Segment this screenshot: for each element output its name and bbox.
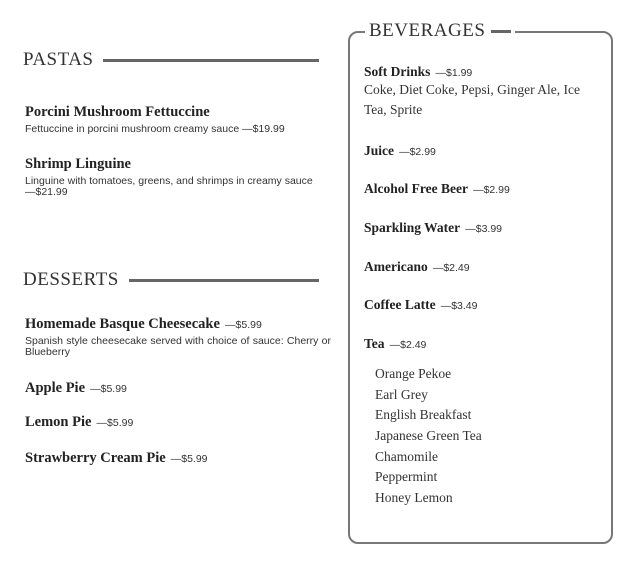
bev-price: —$2.49 <box>389 339 427 351</box>
pastas-title: PASTAS <box>23 49 94 70</box>
item-description: Spanish style cheesecake served with choice of sauce: Cherry or Blueberry <box>25 335 331 358</box>
item-name: Shrimp Linguine <box>25 156 131 172</box>
bev-description: Coke, Diet Coke, Pepsi, Ginger Ale, Ice Tea, Sprite <box>364 82 580 117</box>
beverages-heading <box>365 20 515 42</box>
desserts-rule <box>129 279 319 282</box>
item-description: Linguine with tomatoes, greens, and shrimps in creamy sauce —$21.99 <box>25 175 313 198</box>
item-description: Fettuccine in porcini mushroom creamy sauce —$19.99 <box>25 123 285 135</box>
item-name: Lemon Pie <box>25 414 92 430</box>
bev-name: Sparkling Water <box>364 220 461 235</box>
bev-item-tea <box>364 333 426 352</box>
bev-name: Soft Drinks <box>364 64 431 79</box>
beverages-title: BEVERAGES <box>369 20 486 41</box>
bev-name: Tea <box>364 336 385 351</box>
desserts-title: DESSERTS <box>23 269 119 290</box>
bev-price: —$2.99 <box>473 184 510 196</box>
bev-price: —$2.49 <box>432 262 470 274</box>
bev-item-soft-drinks <box>364 61 604 120</box>
tea-option: Honey Lemon <box>375 490 453 506</box>
bev-item-coffee-latte <box>364 294 477 313</box>
item-name: Apple Pie <box>25 380 86 396</box>
item-price: —$5.99 <box>90 383 127 395</box>
bev-price: —$2.99 <box>399 146 436 158</box>
tea-option: Earl Grey <box>375 386 428 402</box>
bev-item-alcohol-free-beer <box>364 178 510 197</box>
bev-name: Americano <box>364 259 428 274</box>
tea-option: Peppermint <box>375 469 438 485</box>
tea-option: Orange Pekoe <box>375 366 452 381</box>
bev-name: Coffee Latte <box>364 297 436 312</box>
bev-item-sparkling-water <box>364 217 502 236</box>
item-name: Porcini Mushroom Fettuccine <box>25 104 210 120</box>
menu-item-lemon-pie <box>25 411 133 431</box>
item-price: —$5.99 <box>225 319 262 331</box>
item-price: —$5.99 <box>170 453 208 465</box>
tea-options-list <box>375 366 482 511</box>
bev-name: Alcohol Free Beer <box>364 181 468 196</box>
menu-item-basque-cheesecake <box>25 313 331 358</box>
item-name: Homemade Basque Cheesecake <box>25 316 220 332</box>
bev-price: —$3.99 <box>465 223 503 235</box>
menu-item-strawberry-cream-pie <box>25 447 208 467</box>
pastas-heading <box>23 49 319 71</box>
item-price: —$5.99 <box>96 417 134 429</box>
tea-option: Chamomile <box>375 448 438 464</box>
menu-item-apple-pie <box>25 377 127 397</box>
desserts-heading <box>23 269 319 291</box>
pastas-rule <box>103 59 319 62</box>
item-name: Strawberry Cream Pie <box>25 450 166 466</box>
bev-name: Juice <box>364 143 394 158</box>
bev-item-americano <box>364 256 470 275</box>
bev-price: —$3.49 <box>440 300 478 312</box>
bev-item-juice <box>364 140 436 159</box>
bev-price: —$1.99 <box>435 67 473 79</box>
menu-item-shrimp-linguine <box>25 153 325 198</box>
tea-option: Japanese Green Tea <box>375 428 482 444</box>
menu-item-porcini-fettuccine <box>25 101 325 135</box>
beverages-rule <box>491 30 511 33</box>
tea-option: English Breakfast <box>375 407 472 423</box>
